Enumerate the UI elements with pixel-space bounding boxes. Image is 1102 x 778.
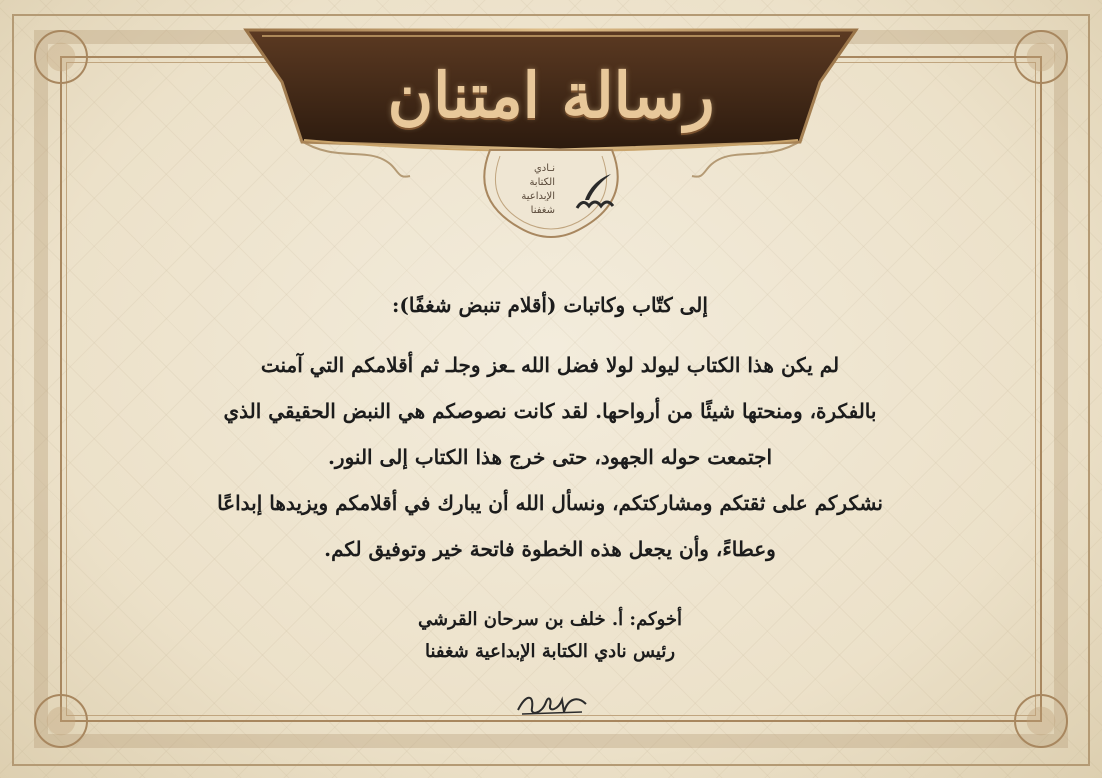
page-title: رسالة امتنان [387, 58, 715, 132]
logo-line: الكتابة [529, 177, 555, 188]
letter-body [170, 290, 930, 572]
logo-line: نـادي [533, 163, 555, 174]
club-logo [481, 148, 621, 238]
signoff-name: أخوكم: أ. خلف بن سرحان القرشي [417, 609, 683, 630]
letter-greeting: إلى كتّاب وكاتبات (أقلام تنبض شغفًا): [392, 293, 708, 317]
corner-ornament-icon [34, 694, 88, 748]
signoff-title: رئيس نادي الكتابة الإبداعية شغفنا [424, 641, 676, 662]
signature-icon [512, 684, 592, 720]
signoff-block [300, 604, 800, 668]
letter-line: بالفكرة، ومنحتها شيئًا من أرواحها. لقد كانت نصوصكم هي النبض الحقيقي الذي [223, 399, 877, 423]
corner-ornament-icon [1014, 694, 1068, 748]
letter-line: اجتمعت حوله الجهود، حتى خرج هذا الكتاب إلى النور. [327, 445, 773, 469]
logo-text [481, 162, 555, 218]
letter-line: لم يكن هذا الكتاب ليولد لولا فضل الله ـعز وجلـ ثم أقلامكم التي آمنت [260, 353, 840, 377]
quill-icon [573, 170, 617, 214]
letter-line: نشكركم على ثقتكم ومشاركتكم، ونسأل الله أن يبارك في أقلامكم ويزيدها إبداعًا [217, 491, 883, 515]
letter-line: وعطاءً، وأن يجعل هذه الخطوة فاتحة خير وتوفيق لكم. [324, 537, 776, 561]
logo-line: شغفنا [530, 205, 555, 216]
logo-line: الإبداعية [521, 191, 555, 202]
